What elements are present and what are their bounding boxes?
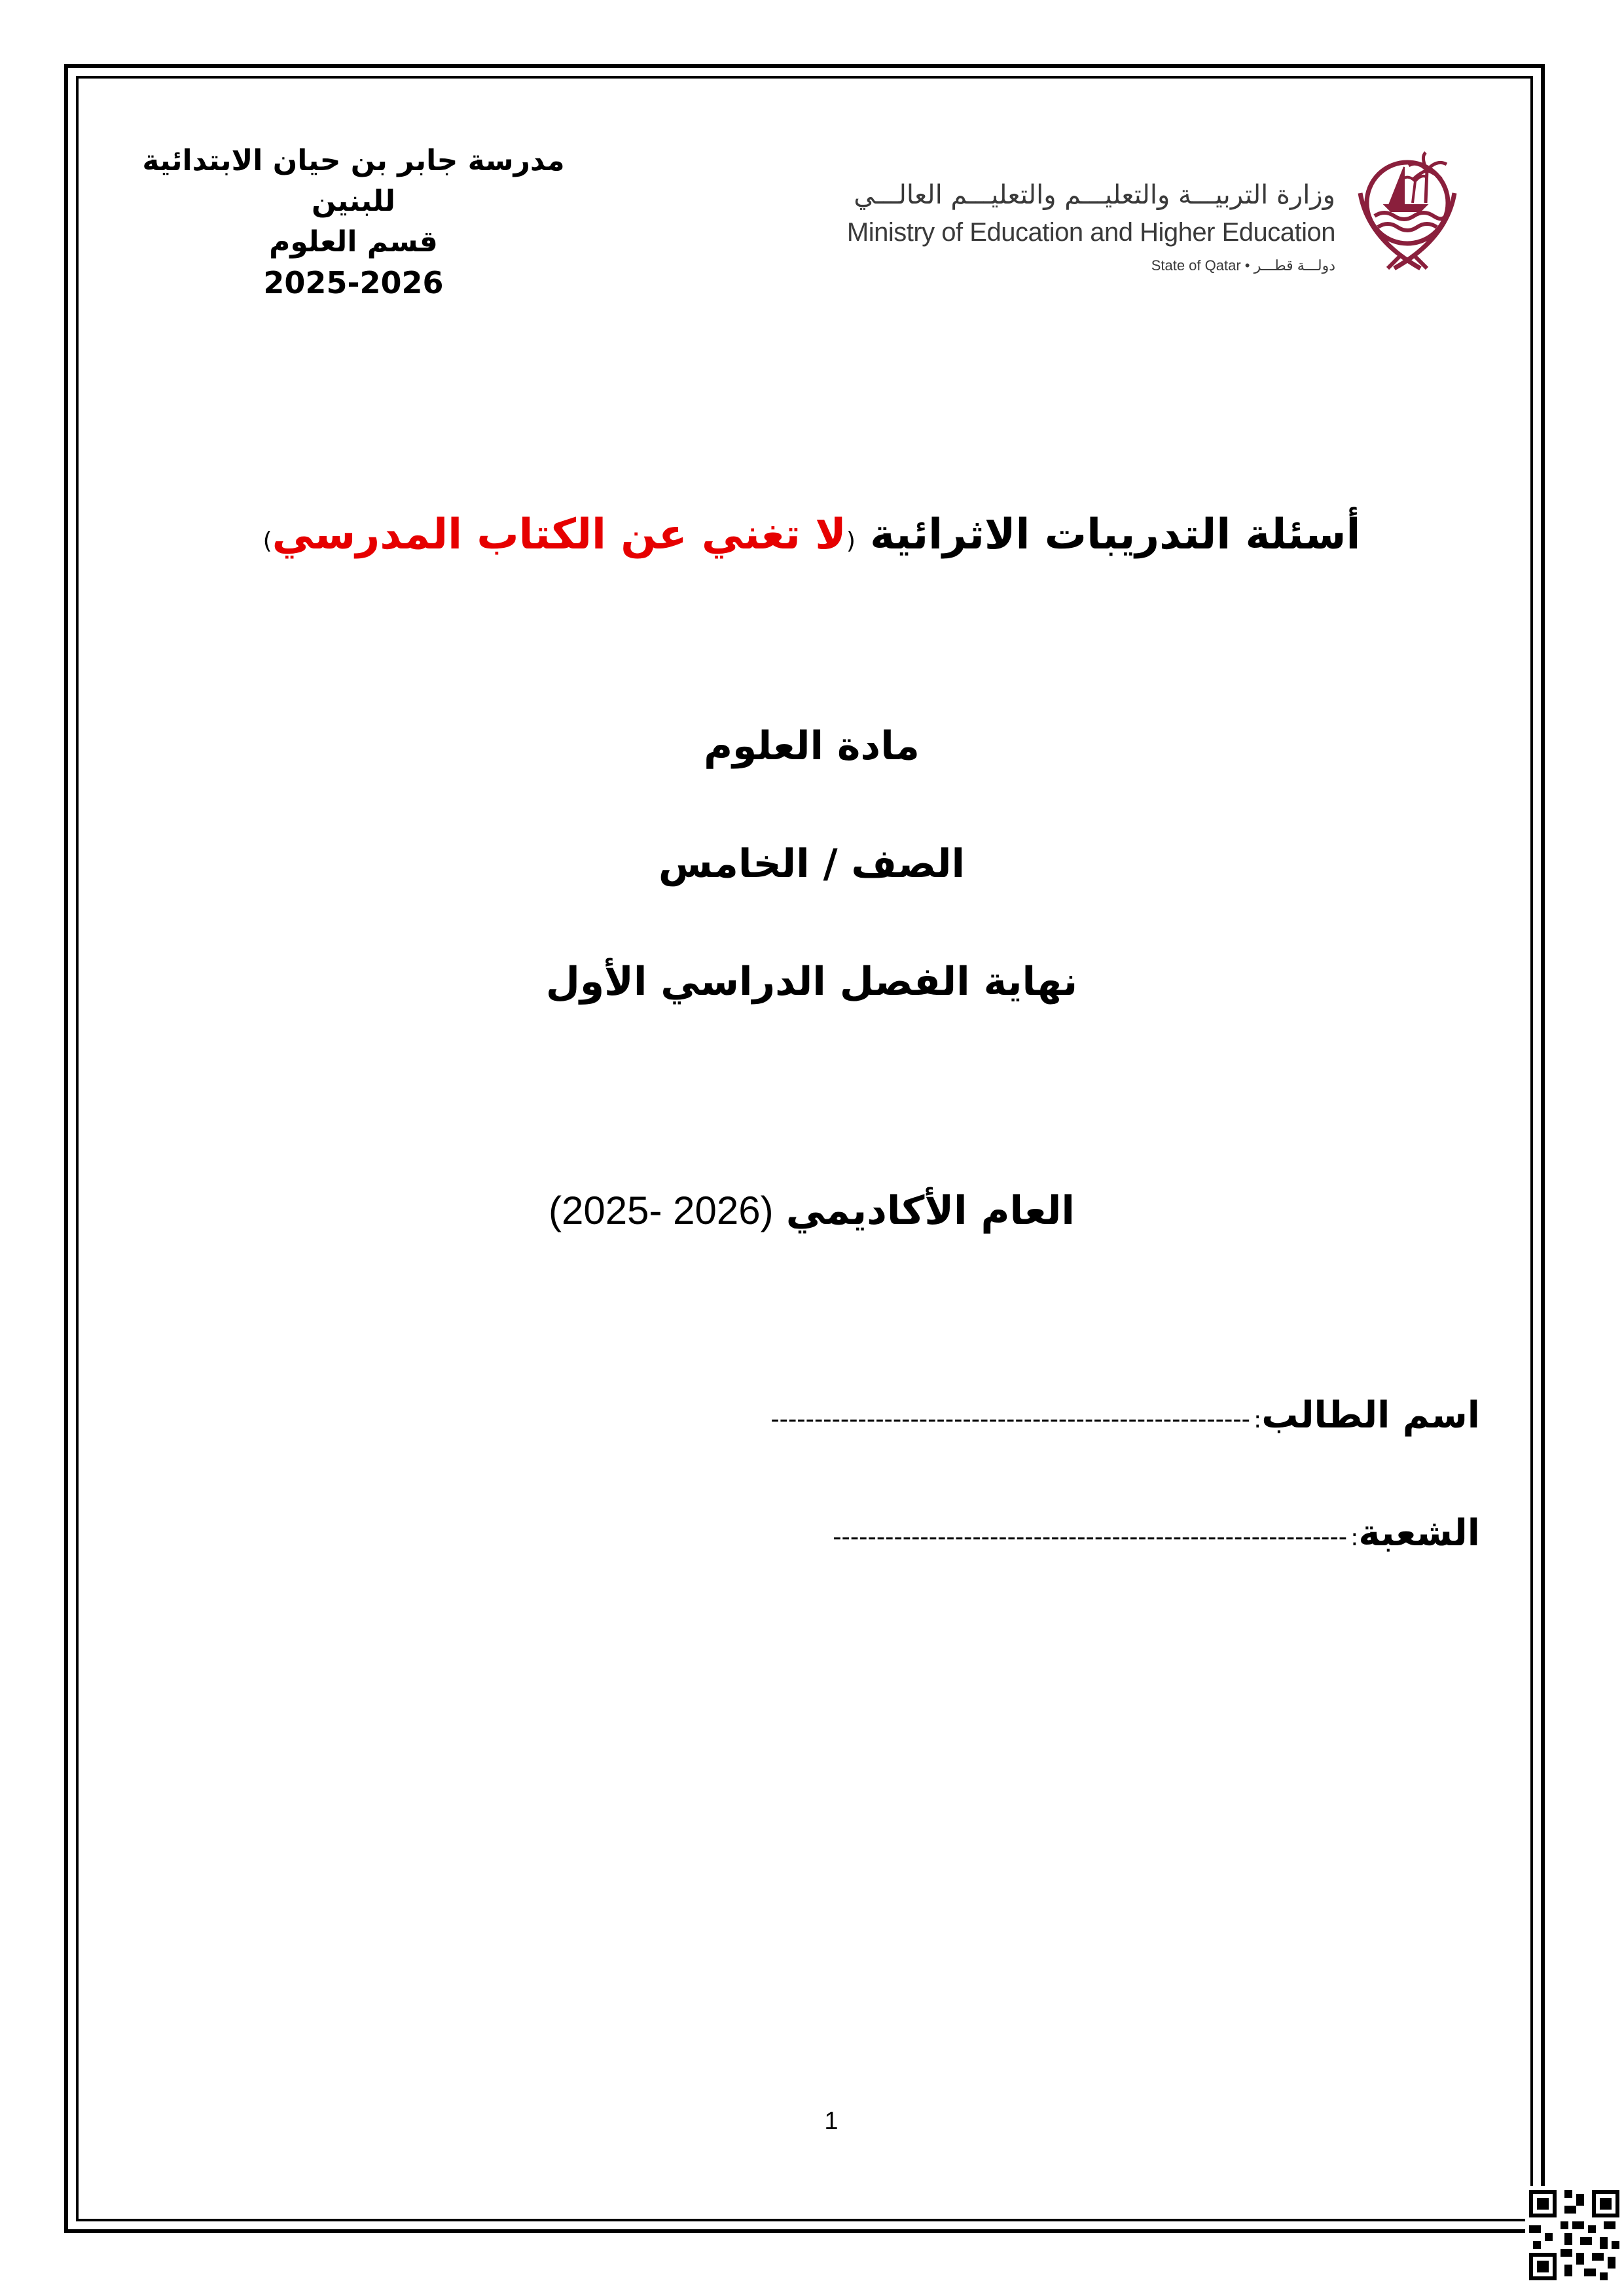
- student-name-line[interactable]: -------------------------------------------------------: [770, 1405, 1250, 1433]
- student-name-label: اسم الطالب: [1261, 1394, 1480, 1437]
- academic-year-label: العام الأكاديمي: [785, 1188, 1075, 1234]
- school-name: مدرسة جابر بن حيان الابتدائية للبنين: [142, 144, 565, 218]
- section-field[interactable]: [833, 1512, 1480, 1554]
- title-note: لا تغني عن الكتاب المدرسي: [272, 511, 846, 559]
- page-border-inner: [76, 76, 1533, 2221]
- title-close-paren: ): [262, 528, 272, 554]
- school-header: [105, 141, 602, 303]
- header-year: 2025-2026: [263, 265, 444, 300]
- title-open-paren: (: [846, 528, 856, 554]
- qatar-emblem-icon: [1348, 141, 1466, 278]
- student-name-colon: :: [1254, 1407, 1262, 1433]
- grade-heading: الصف / الخامس: [658, 841, 965, 887]
- ministry-logo: [846, 141, 1466, 285]
- ministry-name-en: Ministry of Education and Higher Education: [846, 218, 1335, 247]
- page-title: [196, 511, 1427, 559]
- section-line[interactable]: -----------------------------------------------------------: [833, 1522, 1348, 1551]
- term-heading: نهاية الفصل الدراسي الأول: [545, 959, 1078, 1005]
- section-colon: :: [1350, 1524, 1359, 1551]
- academic-year-value: (2025- 2026): [549, 1189, 774, 1232]
- ministry-state: State of Qatar • دولـــة قطـــر: [1151, 257, 1335, 274]
- title-main: أسئلة التدريبات الاثرائية: [870, 511, 1361, 559]
- ministry-name-ar: وزارة التربيـــة والتعليـــم والتعليـــم العالـــي: [854, 180, 1335, 210]
- page-number: 1: [824, 2108, 839, 2135]
- qr-code-icon: [1525, 2186, 1623, 2284]
- student-name-field[interactable]: [770, 1394, 1480, 1437]
- academic-year: [196, 1188, 1427, 1234]
- subject-heading: مادة العلوم: [704, 723, 920, 769]
- section-label: الشعبة: [1358, 1512, 1480, 1554]
- department-name: قسم العلوم: [269, 225, 438, 259]
